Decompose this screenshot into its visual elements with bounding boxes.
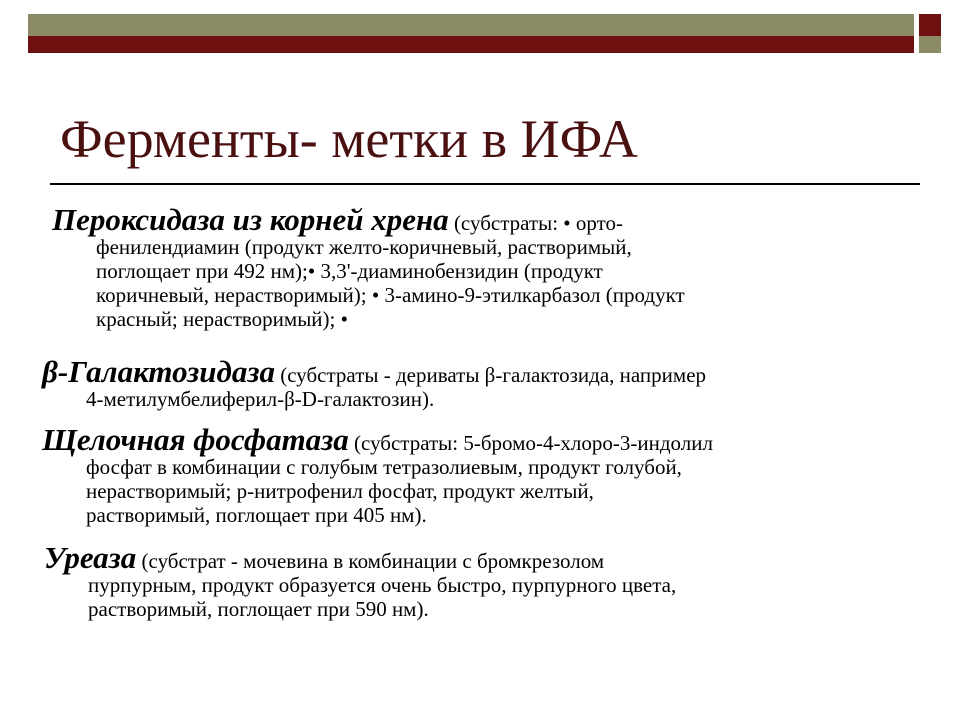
enzyme-text: (субстраты: • орто- bbox=[448, 211, 624, 235]
enzyme-heading: Щелочная фосфатаза bbox=[42, 422, 349, 457]
enzyme-text-line: фосфат в комбинации с голубым тетразолиевым, продукт голубой, bbox=[86, 455, 682, 479]
enzyme-text-line: растворимый, поглощает при 405 нм). bbox=[86, 503, 427, 527]
enzyme-text-line: поглощает при 492 нм);• 3,3'-диаминобензидин (продукт bbox=[96, 259, 603, 283]
slide-title: Ферменты- метки в ИФА bbox=[60, 109, 638, 169]
enzyme-text: (субстраты: 5-бромо-4-хлоро-3-индолил bbox=[348, 431, 713, 455]
enzyme-heading: Уреаза bbox=[44, 540, 137, 575]
enzyme-item-peroxidase bbox=[52, 202, 912, 331]
enzyme-text: (субстрат - мочевина в комбинации с бромкрезолом bbox=[136, 549, 605, 573]
enzyme-item-galactosidase bbox=[42, 354, 902, 411]
enzyme-text-line: коричневый, нерастворимый); • 3-амино-9-этилкарбазол (продукт bbox=[96, 283, 685, 307]
enzyme-text-line: фенилендиамин (продукт желто-коричневый, растворимый, bbox=[96, 235, 632, 259]
enzyme-text-line: красный; нерастворимый); • bbox=[96, 307, 348, 331]
enzyme-text-line: 4-метилумбелиферил-β-D-галактозин). bbox=[86, 387, 435, 411]
enzyme-text: (субстраты - дериваты β-галактозида, например bbox=[274, 363, 707, 387]
enzyme-text-line: нерастворимый; р-нитрофенил фосфат, продукт желтый, bbox=[86, 479, 594, 503]
enzyme-item-alkaline-phosphatase bbox=[42, 422, 902, 527]
enzyme-text-line: растворимый, поглощает при 590 нм). bbox=[88, 597, 429, 621]
enzyme-heading: β-Галактозидаза bbox=[42, 354, 275, 389]
enzyme-item-urease bbox=[44, 540, 904, 621]
enzyme-text-line: пурпурным, продукт образуется очень быстро, пурпурного цвета, bbox=[88, 573, 677, 597]
enzyme-heading: Пероксидаза из корней хрена bbox=[52, 202, 449, 237]
